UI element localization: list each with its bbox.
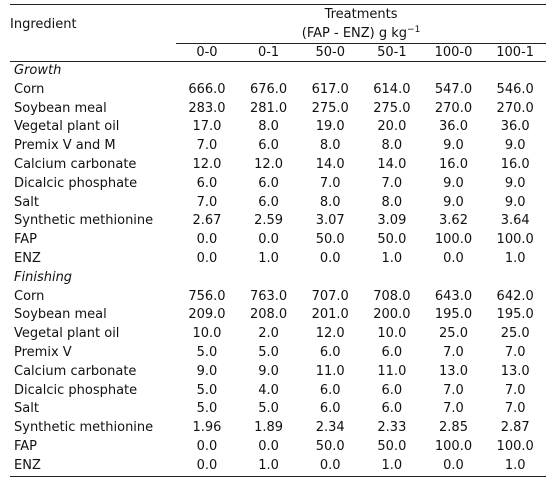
cell-value: 0.0 [196,438,218,454]
cell-value: 1.0 [484,457,546,476]
units-header-exponent: −1 [407,25,421,35]
table-row [10,250,546,269]
cell-value: 16.0 [439,156,468,172]
cell-value: 1.0 [258,250,279,266]
cell-value: 0.0 [196,232,218,248]
cell-value: 2.59 [254,213,284,229]
cell-value: 6.0 [258,138,279,154]
cell-value: 9.0 [504,194,526,210]
cell-value: 546.0 [496,81,534,97]
cell-value: 201.0 [311,307,349,323]
table-row [10,156,546,175]
cell-value: 9.0 [196,363,218,379]
cell-value: 3.07 [315,213,345,229]
cell-value: 7.0 [504,401,526,417]
cell-value: 100.0 [434,438,473,454]
cell-value: 9.0 [443,194,464,210]
cell-value: 10.0 [377,326,407,342]
cell-value: 7.0 [504,344,526,360]
cell-value: 617.0 [311,81,349,97]
table-row [10,325,546,344]
ingredient-name: Synthetic methionine [14,420,154,436]
cell-value: 8.0 [258,119,279,135]
cell-value: 2.33 [377,420,407,436]
cell-value: 0.0 [258,232,279,248]
cell-value: 8.0 [319,194,341,210]
ingredient-name: FAP [14,232,38,248]
cell-value: 4.0 [258,382,279,398]
cell-value: 6.0 [196,175,218,191]
cell-value: 0.0 [423,457,485,476]
cell-value: 100.0 [496,232,534,248]
cell-value: 6.0 [319,401,341,417]
cell-value: 2.67 [192,213,222,229]
cell-value: 676.0 [249,81,288,97]
cell-value: 7.0 [443,344,464,360]
table-row [10,419,546,438]
cell-value: 1.0 [238,457,300,476]
cell-value: 756.0 [188,288,226,304]
cell-value: 7.0 [381,175,403,191]
cell-value: 8.0 [381,194,403,210]
cell-value: 283.0 [188,100,226,116]
cell-value: 50.0 [377,438,407,454]
ingredient-name: Premix V [14,344,72,360]
cell-value: 2.34 [315,420,345,436]
cell-value: 208.0 [249,307,288,323]
table-row [10,194,546,213]
cell-value: 6.0 [381,344,403,360]
cell-value: 11.0 [377,363,407,379]
cell-value: 666.0 [188,81,226,97]
cell-value: 9.0 [443,175,464,191]
cell-value: 13.0 [500,363,530,379]
table-row [10,137,546,156]
cell-value: 0.0 [196,250,218,266]
table-row [10,288,546,307]
cell-value: 50.0 [315,232,345,248]
ingredient-header: Ingredient [10,16,77,32]
cell-value: 5.0 [196,344,218,360]
cell-value: 763.0 [249,288,288,304]
cell-value: 643.0 [434,288,473,304]
ingredient-name: Vegetal plant oil [14,326,120,342]
section-row [10,62,546,81]
cell-value: 13.0 [439,363,468,379]
cell-value: 6.0 [258,175,279,191]
section-title: Growth [14,63,62,78]
cell-value: 8.0 [381,138,403,154]
cell-value: 1.0 [504,250,526,266]
ingredient-name: ENZ [10,457,176,476]
cell-value: 5.0 [258,401,279,417]
cell-value: 3.62 [439,213,468,229]
cell-value: 10.0 [192,326,222,342]
cell-value: 2.0 [258,326,279,342]
table-row [10,212,546,231]
cell-value: 614.0 [373,81,411,97]
cell-value: 9.0 [504,175,526,191]
cell-value: 100.0 [496,438,534,454]
cell-value: 0.0 [319,250,341,266]
cell-value: 708.0 [373,288,411,304]
cell-value: 0.0 [443,250,464,266]
cell-value: 0.0 [258,438,279,454]
table-row [10,100,546,119]
cell-value: 5.0 [258,344,279,360]
cell-value: 6.0 [258,194,279,210]
column-header: 100-0 [423,44,485,62]
cell-value: 200.0 [373,307,411,323]
cell-value: 642.0 [496,288,534,304]
cell-value: 195.0 [496,307,534,323]
cell-value: 3.09 [377,213,407,229]
cell-value: 5.0 [196,382,218,398]
section-row [10,269,546,288]
column-header: 0-0 [176,44,238,62]
cell-value: 6.0 [319,382,341,398]
table-row [10,118,546,137]
cell-value: 17.0 [192,119,222,135]
table-row [10,363,546,382]
ingredient-name: Salt [14,194,39,210]
ingredient-name: Corn [14,288,45,304]
cell-value: 195.0 [434,307,473,323]
cell-value: 12.0 [192,156,222,172]
cell-value: 209.0 [188,307,226,323]
cell-value: 1.0 [361,457,423,476]
ingredient-name: FAP [14,438,38,454]
cell-value: 547.0 [434,81,473,97]
ingredient-name: Vegetal plant oil [14,119,120,135]
column-header: 0-1 [238,44,300,62]
cell-value: 7.0 [443,401,464,417]
ingredient-name: Soybean meal [14,100,107,116]
cell-value: 6.0 [381,401,403,417]
cell-value: 9.0 [258,363,279,379]
cell-value: 12.0 [315,326,345,342]
cell-value: 1.96 [192,420,222,436]
table-row [10,438,546,457]
cell-value: 7.0 [196,194,218,210]
cell-value: 36.0 [500,119,530,135]
cell-value: 6.0 [381,382,403,398]
cell-value: 8.0 [319,138,341,154]
cell-value: 14.0 [315,156,345,172]
cell-value: 270.0 [496,100,534,116]
ingredients-table [10,4,546,477]
section-title: Finishing [14,269,73,285]
ingredient-name: Dicalcic phosphate [14,382,138,398]
cell-value: 9.0 [504,138,526,154]
cell-value: 25.0 [500,326,530,342]
cell-value: 19.0 [315,119,345,135]
cell-value: 1.89 [254,420,284,436]
cell-value: 9.0 [443,138,464,154]
cell-value: 2.87 [500,420,530,436]
ingredient-name: Premix V and M [14,138,116,154]
cell-value: 50.0 [315,438,345,454]
ingredient-name: Calcium carbonate [14,363,137,379]
cell-value: 7.0 [319,175,341,191]
column-header-spacer [10,44,176,62]
cell-value: 11.0 [315,363,345,379]
table-row [10,344,546,363]
cell-value: 6.0 [319,344,341,360]
table-row [10,457,546,476]
cell-value: 7.0 [196,138,218,154]
table-body [10,62,546,477]
cell-value: 25.0 [439,326,468,342]
cell-value: 36.0 [439,119,468,135]
ingredient-name: Soybean meal [14,307,107,323]
cell-value: 12.0 [254,156,284,172]
ingredient-name: Corn [14,81,45,97]
table-row [10,306,546,325]
column-header: 50-0 [299,44,361,62]
ingredient-name: Dicalcic phosphate [14,175,138,191]
table-row [10,231,546,250]
column-header: 50-1 [361,44,423,62]
units-header-main: (FAP - ENZ) g kg [301,26,408,41]
cell-value: 270.0 [434,100,473,116]
cell-value: 20.0 [377,119,407,135]
column-header: 100-1 [484,44,546,62]
table-row [10,81,546,100]
cell-value: 707.0 [311,288,349,304]
cell-value: 281.0 [249,100,288,116]
cell-value: 7.0 [443,382,464,398]
table-row [10,400,546,419]
cell-value: 100.0 [434,232,473,248]
column-header-row [10,44,546,62]
treatments-header: Treatments [324,7,398,22]
cell-value: 2.85 [439,420,468,436]
cell-value: 0.0 [176,457,238,476]
cell-value: 275.0 [311,100,349,116]
units-header [176,24,546,44]
cell-value: 0.0 [299,457,361,476]
cell-value: 14.0 [377,156,407,172]
cell-value: 50.0 [377,232,407,248]
cell-value: 16.0 [500,156,530,172]
ingredient-name: Synthetic methionine [14,213,154,229]
table-header [10,5,546,62]
cell-value: 7.0 [504,382,526,398]
cell-value: 3.64 [500,213,530,229]
table-row [10,382,546,401]
cell-value: 5.0 [196,401,218,417]
cell-value: 1.0 [381,250,403,266]
table-row [10,175,546,194]
ingredient-name: ENZ [14,250,41,266]
ingredient-name: Salt [14,401,39,417]
ingredient-name: Calcium carbonate [14,156,137,172]
cell-value: 275.0 [373,100,411,116]
